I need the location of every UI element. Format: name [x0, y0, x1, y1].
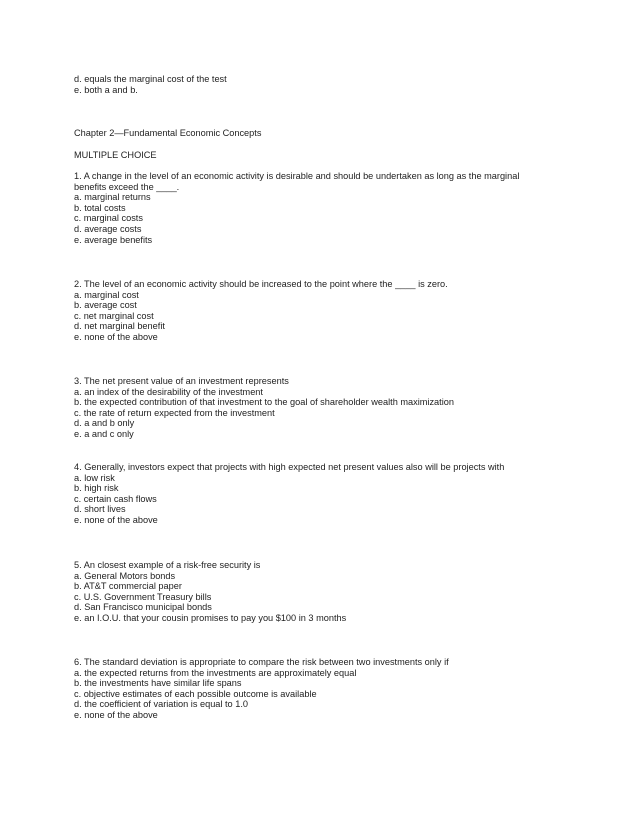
question-5	[74, 560, 594, 624]
answer-option: a. General Motors bonds	[74, 570, 176, 581]
answer-option: e. none of the above	[74, 331, 158, 342]
answer-option: e. a and c only	[74, 428, 134, 439]
previous-question-tail	[74, 74, 594, 95]
answer-option: a. an index of the desirability of the investment	[74, 386, 263, 397]
question-stem: benefits exceed the ____.	[74, 181, 180, 192]
question-stem: 1. A change in the level of an economic activity is desirable and should be undertaken as long as the marginal	[74, 171, 520, 181]
chapter-title	[74, 128, 594, 139]
section-title	[74, 150, 594, 161]
question-stem: 6. The standard deviation is appropriate to compare the risk between two investments only if	[74, 657, 449, 667]
answer-option: e. both a and b.	[74, 84, 138, 95]
question-stem: 3. The net present value of an investment represents	[74, 376, 289, 386]
question-1	[74, 171, 594, 245]
answer-option: e. none of the above	[74, 709, 158, 720]
answer-option: e. none of the above	[74, 514, 158, 525]
chapter-title-text: Chapter 2—Fundamental Economic Concepts	[74, 128, 262, 138]
answer-option: d. the coefficient of variation is equal to 1.0	[74, 699, 248, 710]
answer-option: a. low risk	[74, 472, 115, 483]
question-stem: 5. An closest example of a risk-free security is	[74, 560, 261, 570]
section-title-text: MULTIPLE CHOICE	[74, 150, 157, 160]
answer-option: d. short lives	[74, 504, 126, 515]
answer-option: c. U.S. Government Treasury bills	[74, 591, 212, 602]
answer-option: a. marginal returns	[74, 192, 151, 203]
answer-option: c. net marginal cost	[74, 310, 154, 321]
answer-option: b. AT&T commercial paper	[74, 581, 182, 592]
answer-option: d. net marginal benefit	[74, 321, 165, 332]
answer-option: b. high risk	[74, 483, 119, 494]
answer-option: b. the investments have similar life spans	[74, 678, 242, 689]
question-stem: 4. Generally, investors expect that projects with high expected net present values also will be projects with	[74, 462, 505, 472]
question-stem: 2. The level of an economic activity should be increased to the point where the ____ is zero.	[74, 279, 448, 289]
question-3	[74, 376, 594, 440]
question-6	[74, 657, 594, 721]
question-2	[74, 279, 594, 343]
answer-option: d. San Francisco municipal bonds	[74, 602, 212, 613]
answer-option: c. marginal costs	[74, 213, 143, 224]
answer-option: b. the expected contribution of that investment to the goal of shareholder wealth maximization	[74, 397, 454, 408]
question-4	[74, 462, 594, 526]
answer-option: e. average benefits	[74, 234, 153, 245]
answer-option: a. the expected returns from the investments are approximately equal	[74, 667, 357, 678]
answer-option: d. average costs	[74, 223, 142, 234]
answer-option: d. a and b only	[74, 418, 135, 429]
answer-option: c. objective estimates of each possible outcome is available	[74, 688, 317, 699]
answer-option: b. average cost	[74, 300, 137, 311]
answer-option: a. marginal cost	[74, 289, 139, 300]
answer-option: c. certain cash flows	[74, 493, 157, 504]
answer-option: d. equals the marginal cost of the test	[74, 74, 227, 84]
answer-option: c. the rate of return expected from the investment	[74, 407, 275, 418]
answer-option: b. total costs	[74, 202, 126, 213]
answer-option: e. an I.O.U. that your cousin promises to pay you $100 in 3 months	[74, 612, 347, 623]
